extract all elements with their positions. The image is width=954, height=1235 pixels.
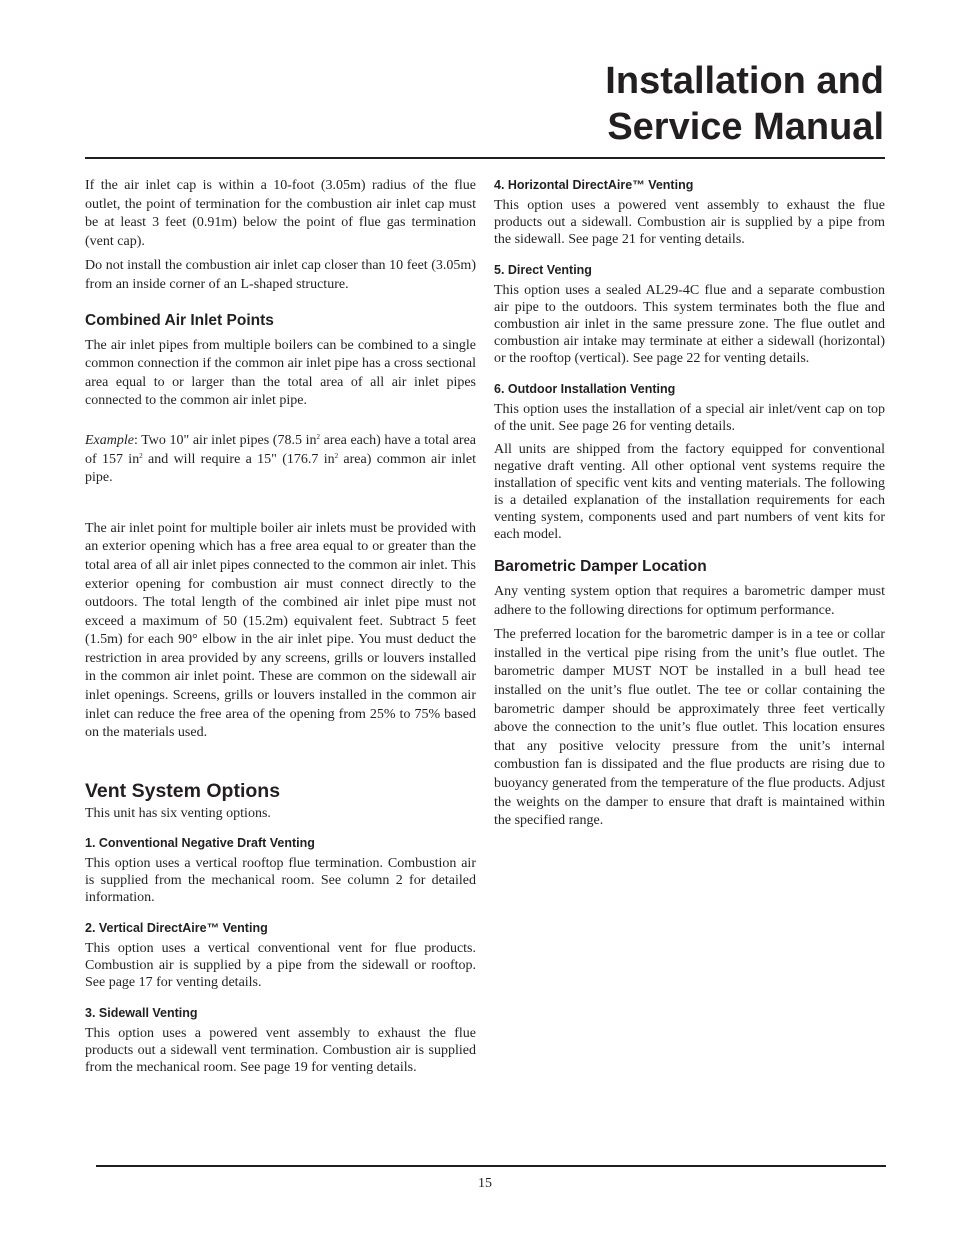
header-rule bbox=[85, 157, 885, 159]
page-number: 15 bbox=[478, 1176, 492, 1191]
page-title bbox=[605, 58, 884, 150]
left-column bbox=[85, 177, 476, 1082]
option-1-heading: 1. Conventional Negative Draft Venting bbox=[85, 836, 315, 851]
option-1-text: This option uses a vertical rooftop flue termination. Combustion air is supplied from the mechanical room. See column 2 for detailed information. bbox=[85, 856, 476, 906]
barometric-damper-intro: Any venting system option that requires a barometric damper must adhere to the following directions for optimum performance. bbox=[494, 584, 885, 618]
common-air-inlet-paragraph: The air inlet point for multiple boiler air inlets must be provided with an exterior opening which has a free area equal to or greater than the total area of all air inlet pipes connected to the common air inlet. This exterior opening for combustion air must connect directly to the outdoors. The total length of the combined air inlet pipe must not exceed a maximum of 50 (15.2m) equivalent feet. Subtract 5 feet (1.5m) for each 90° elbow in the air inlet pipe. You must deduct the restriction in area provided by any screens, grills or louvers installed in the common air inlet point. These are common on the sidewall air inlet openings. Screens, grills or louvers installed in the common air inlet can reduce the free area of the opening from 25% to 75% based on the materials used. bbox=[85, 520, 476, 741]
footer-rule bbox=[96, 1165, 886, 1167]
option-3-heading: 3. Sidewall Venting bbox=[85, 1006, 198, 1021]
barometric-damper-location: The preferred location for the barometric damper is in a tee or collar installed in the vertical pipe rising from the unit’s flue outlet. The barometric damper MUST NOT be installed in a bull head tee installed on the unit’s flue outlet. The tee or collar containing the barometric damper should be approximately three feet vertically above the connection to the unit’s flue outlet. This location ensures that any positive velocity pressure from the unit’s internal combustion fan is dissipated and the flue products are rising due to buoyancy generated from the temperature of the flue products. Adjust the weights on the damper to ensure that draft is maintained within the specified range. bbox=[494, 627, 885, 829]
option-2-heading: 2. Vertical DirectAire™ Venting bbox=[85, 921, 268, 936]
air-inlet-cap-paragraph: If the air inlet cap is within a 10-foot (3.05m) radius of the flue outlet, the point of termination for the combustion air inlet cap must be at least 3 feet (0.91m) below the point of flue gas termination (vent cap). bbox=[85, 178, 476, 249]
l-shaped-paragraph: Do not install the combustion air inlet cap closer than 10 feet (3.05m) from an inside corner of an L-shaped structure. bbox=[85, 258, 476, 292]
option-5-text: This option uses a sealed AL29-4C flue and a separate combustion air pipe to the outdoors. This system terminates both the flue and combustion air inlet in the same pressure zone. The flue outlet and combustion air intake may terminate at either a sidewall (horizontal) or the rooftop (vertical). See page 22 for venting details. bbox=[494, 283, 885, 366]
option-6-text: This option uses the installation of a special air inlet/vent cap on top of the unit. See page 26 for venting details. bbox=[494, 402, 885, 434]
combined-air-inlet-heading: Combined Air Inlet Points bbox=[85, 311, 274, 329]
vent-options-intro: This unit has six venting options. bbox=[85, 805, 271, 821]
page-title-line-1: Installation and bbox=[605, 60, 884, 102]
option-2-text: This option uses a vertical conventional vent for flue products. Combustion air is supplied by a pipe from the sidewall or rooftop. See page 17 for venting details. bbox=[85, 941, 476, 991]
option-3-text: This option uses a powered vent assembly to exhaust the flue products out a sidewall vent termination. Combustion air is supplied from the mechanical room. See page 19 for venting details. bbox=[85, 1026, 476, 1076]
vent-system-options-heading: Vent System Options bbox=[85, 779, 281, 802]
barometric-damper-heading: Barometric Damper Location bbox=[494, 558, 707, 575]
right-column bbox=[494, 177, 885, 837]
option-6-heading: 6. Outdoor Installation Venting bbox=[494, 382, 676, 396]
page-title-line-2: Service Manual bbox=[607, 106, 884, 148]
option-4-heading: 4. Horizontal DirectAire™ Venting bbox=[494, 178, 694, 192]
combined-air-inlet-paragraph: The air inlet pipes from multiple boilers can be combined to a single common connection if the common air inlet pipe has a cross sectional area equal to or larger than the total area of all air inlet pipes connected to the common air inlet pipe. bbox=[85, 337, 476, 409]
example-label: Example bbox=[85, 432, 134, 448]
example-paragraph: Example: Two 10" air inlet pipes (78.5 $in^2$ area each) have a total area of 157 $in^2$ and will require a 15" (176.7 $in^2$ area) common air inlet pipe. bbox=[85, 432, 476, 486]
option-4-text: This option uses a powered vent assembly to exhaust the flue products out a sidewall. Combustion air is supplied by a pipe from the sidewall. See page 21 for venting details. bbox=[494, 198, 885, 247]
option-5-heading: 5. Direct Venting bbox=[494, 263, 592, 277]
all-units-paragraph: All units are shipped from the factory equipped for conventional negative draft venting. All other optional vent systems require the installation of specific vent kits and venting materials. The following is a detailed explanation of the installation requirements for each venting system, components used and part numbers of vent kits for each model. bbox=[494, 442, 885, 542]
